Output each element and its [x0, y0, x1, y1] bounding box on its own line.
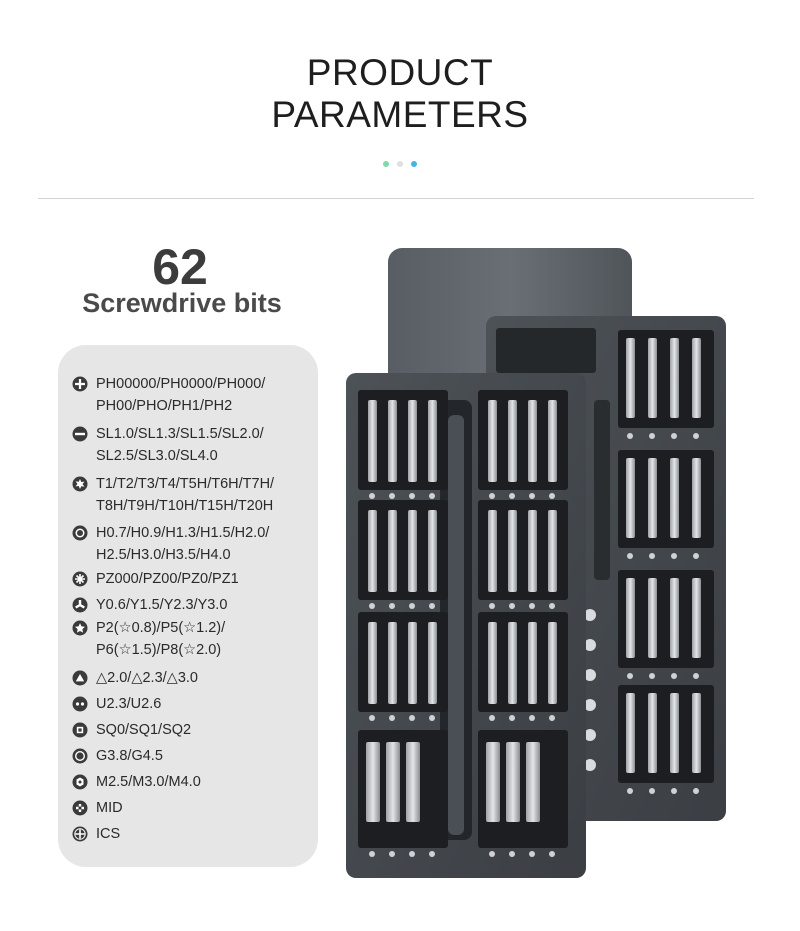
screwdriver-bit [692, 458, 701, 538]
type-marker [529, 851, 535, 857]
m-type-icon [72, 774, 88, 790]
type-marker [369, 851, 375, 857]
socket-bit [506, 742, 520, 822]
spec-text: PH00000/PH0000/PH000/ PH00/PHO/PH1/PH2 [96, 376, 266, 414]
dot-green [383, 161, 389, 167]
socket-bit [386, 742, 400, 822]
square-icon [72, 722, 88, 738]
socket-bit [486, 742, 500, 822]
screwdriver-bit [648, 338, 657, 418]
decorative-dots [0, 155, 800, 163]
type-marker [627, 433, 633, 439]
type-marker [693, 433, 699, 439]
tri-wing-icon [72, 597, 88, 613]
title-line-1: PRODUCT [306, 52, 494, 93]
type-marker [509, 493, 515, 499]
screwdriver-bit [548, 400, 557, 482]
screwdriver-bit [368, 400, 377, 482]
type-marker [429, 603, 435, 609]
ics-icon [72, 826, 88, 842]
type-marker [529, 603, 535, 609]
socket-bit [526, 742, 540, 822]
screwdriver-bit [408, 400, 417, 482]
screwdriver-bit [488, 510, 497, 592]
phillips-icon [72, 376, 88, 392]
screwdriver-bit [368, 622, 377, 704]
torx-icon [72, 476, 88, 492]
title-line-2: PARAMETERS [271, 94, 529, 135]
spec-item [72, 568, 316, 590]
page-title [0, 52, 800, 136]
screwdriver-bit [626, 458, 635, 538]
slotted-icon [72, 426, 88, 442]
gamepad-icon [72, 748, 88, 764]
u-type-icon [72, 696, 88, 712]
type-marker [429, 493, 435, 499]
screwdriver-bit [626, 338, 635, 418]
type-marker [693, 673, 699, 679]
spec-text: G3.8/G4.5 [96, 748, 163, 764]
screwdriver-bit [648, 458, 657, 538]
section-divider [38, 198, 754, 199]
type-marker [671, 553, 677, 559]
screwdriver-bit [648, 578, 657, 658]
pozidriv-icon [72, 571, 88, 587]
spec-text: Y0.6/Y1.5/Y2.3/Y3.0 [96, 597, 228, 613]
type-marker [549, 715, 555, 721]
type-marker [489, 851, 495, 857]
spec-item [72, 797, 316, 819]
type-marker [649, 673, 655, 679]
type-marker [429, 851, 435, 857]
screwdriver-bit [670, 458, 679, 538]
type-marker [627, 553, 633, 559]
screwdriver-bit [626, 578, 635, 658]
mid-icon [72, 800, 88, 816]
spec-item [72, 594, 316, 616]
type-marker [549, 603, 555, 609]
spec-item [72, 771, 316, 793]
spec-text: H0.7/H0.9/H1.3/H1.5/H2.0/ H2.5/H3.0/H3.5/H4.0 [96, 525, 270, 563]
screwdriver-bit [528, 622, 537, 704]
spec-text: △2.0/△2.3/△3.0 [96, 670, 198, 686]
type-marker [409, 851, 415, 857]
type-marker [389, 493, 395, 499]
screwdriver-bit [648, 693, 657, 773]
type-marker [671, 788, 677, 794]
screwdriver-bit [670, 693, 679, 773]
spec-item [72, 719, 316, 741]
spec-text: SQ0/SQ1/SQ2 [96, 722, 192, 738]
type-marker [509, 851, 515, 857]
screwdriver-bit [508, 400, 517, 482]
spec-item [72, 522, 316, 566]
type-marker [649, 433, 655, 439]
type-marker [489, 715, 495, 721]
type-marker [409, 603, 415, 609]
spec-text: MID [96, 800, 123, 816]
type-marker [549, 493, 555, 499]
type-marker [409, 715, 415, 721]
socket-bit [366, 742, 380, 822]
type-marker [529, 715, 535, 721]
screwdriver-bit [408, 622, 417, 704]
spec-item [72, 473, 316, 517]
screwdriver-bit [670, 338, 679, 418]
dot-grey [397, 161, 403, 167]
screwdriver-bit [428, 510, 437, 592]
spec-text: M2.5/M3.0/M4.0 [96, 774, 201, 790]
type-marker [649, 788, 655, 794]
screwdriver-kit-image [330, 240, 800, 890]
spec-item [72, 693, 316, 715]
screwdriver-bit [428, 400, 437, 482]
spec-text: PZ000/PZ00/PZ0/PZ1 [96, 571, 239, 587]
type-marker [671, 673, 677, 679]
spec-item [72, 667, 316, 689]
spec-item [72, 373, 316, 417]
type-marker [627, 788, 633, 794]
spec-text: T1/T2/T3/T4/T5H/T6H/T7H/ T8H/T9H/T10H/T15H/T20H [96, 476, 275, 514]
screwdriver-bit [388, 622, 397, 704]
screwdriver-bit [388, 510, 397, 592]
type-marker [549, 851, 555, 857]
screwdriver-bit [368, 510, 377, 592]
type-marker [369, 493, 375, 499]
type-marker [389, 603, 395, 609]
type-marker [369, 603, 375, 609]
screwdriver-bit [508, 622, 517, 704]
type-marker [649, 553, 655, 559]
spec-text: U2.3/U2.6 [96, 696, 162, 712]
dot-blue [411, 161, 417, 167]
type-marker [389, 715, 395, 721]
spec-item [72, 423, 316, 467]
screwdriver-bit [670, 578, 679, 658]
hex-icon [72, 525, 88, 541]
screwdriver-bit [508, 510, 517, 592]
type-marker [509, 715, 515, 721]
bit-count: 62 [152, 239, 208, 295]
screwdriver-bit [388, 400, 397, 482]
type-marker [693, 788, 699, 794]
type-marker [489, 603, 495, 609]
screwdriver-bit [548, 622, 557, 704]
pentalobe-icon [72, 620, 88, 636]
triangle-icon [72, 670, 88, 686]
type-marker [369, 715, 375, 721]
screwdriver-bit [548, 510, 557, 592]
screwdriver-bit [408, 510, 417, 592]
spec-item [72, 823, 316, 845]
screwdriver-bit [626, 693, 635, 773]
screwdriver-bit [488, 622, 497, 704]
type-marker [429, 715, 435, 721]
spec-item [72, 617, 316, 661]
screwdriver-bit [692, 693, 701, 773]
screwdriver-bit [528, 510, 537, 592]
type-marker [509, 603, 515, 609]
socket-bit [406, 742, 420, 822]
type-marker [489, 493, 495, 499]
spec-text: SL1.0/SL1.3/SL1.5/SL2.0/ SL2.5/SL3.0/SL4.0 [96, 426, 264, 464]
type-marker [389, 851, 395, 857]
type-marker [671, 433, 677, 439]
front-tray [346, 373, 586, 878]
type-marker [529, 493, 535, 499]
bit-count-label: Screwdrive bits [82, 288, 282, 318]
screwdriver-bit [428, 622, 437, 704]
screwdriver-bit [488, 400, 497, 482]
screwdriver-bit [692, 338, 701, 418]
spec-text: P2(☆0.8)/P5(☆1.2)/ P6(☆1.5)/P8(☆2.0) [96, 620, 226, 658]
type-marker [693, 553, 699, 559]
spec-item [72, 745, 316, 767]
spec-text: ICS [96, 826, 121, 842]
screwdriver-bit [692, 578, 701, 658]
type-marker [409, 493, 415, 499]
screwdriver-bit [528, 400, 537, 482]
type-marker [627, 673, 633, 679]
